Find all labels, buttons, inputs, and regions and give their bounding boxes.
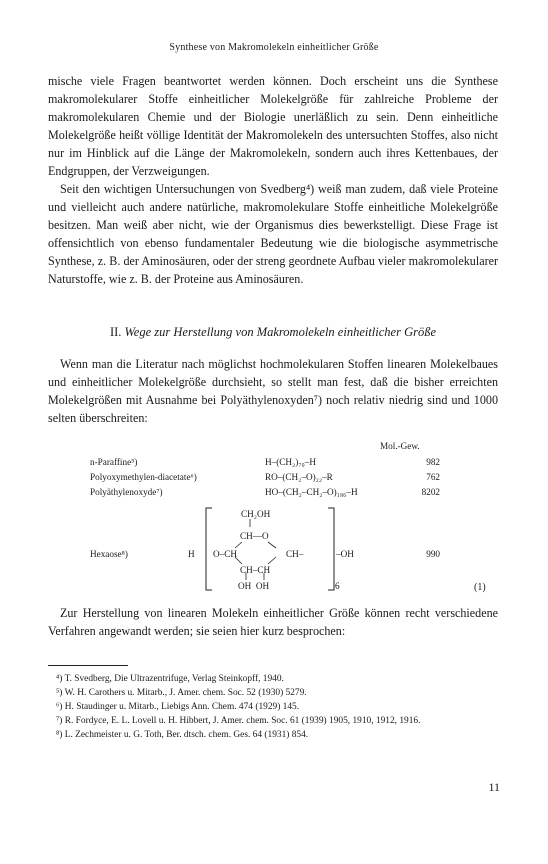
compound-mw: 8202 [421,487,440,497]
footnote-4: ⁴) T. Svedberg, Die Ultrazentrifuge, Verlag Steinkopff, 1940. [56,674,284,684]
section-title: Wege zur Herstellung von Makromolekeln einheitlicher Größe [124,325,437,339]
paragraph-3: Wenn man die Literatur nach möglichst hochmolekularen Stoffen linearen Molekelbaues und einheitlicher Molekelgröße durchsieht, so stellt man fest, daß die bisher erreichten Molekelgrößen mit Ausnahme bei Polyäthylenoxyden⁷) noch relativ niedrig sind und 1000 selten überschreiten: [48,357,498,425]
compound-mw: 982 [426,457,440,467]
section-number: II. [109,325,122,339]
footnote-7: ⁷) R. Fordyce, E. L. Lovell u. H. Hibbert, J. Amer. chem. Soc. 61 (1939) 1905, 1910, 1912, 1916. [56,716,421,726]
running-title: Synthese von Makromolekeln einheitlicher Größe [169,42,379,53]
compound-formula: H–(CH₂)₇₀–H [265,457,316,467]
compound-name: Polyoxymethylen-diacetate⁶) [90,472,197,482]
body-text-bottom [48,604,498,640]
hexaose-mw: 990 [426,549,440,559]
paragraph-4: Zur Herstellung von linearen Molekeln einheitlicher Größe können recht verschiedene Verfahren angewandt werden; sie seien hier kurz besprochen: [48,606,498,638]
compound-formula: RO–(CH₂–O)₂₂–R [265,472,333,482]
mol-weight-header: Mol.-Gew. [380,441,420,451]
equation-number: (1) [474,582,486,593]
footnote-6: ⁶) H. Staudinger u. Mitarb., Liebigs Ann. Chem. 474 (1929) 145. [56,702,300,712]
page-number: 11 [488,780,500,794]
body-text-mid [48,355,498,427]
footnote-5: ⁵) W. H. Carothers u. Mitarb., J. Amer. chem. Soc. 52 (1930) 5279. [56,688,307,698]
hexaose-h: H [188,549,195,559]
hexaose-name: Hexaose⁸) [90,549,128,559]
hexaose-structure [90,505,500,595]
table-row [90,487,500,499]
hexaose-o-ch: O–CH [213,549,237,559]
paragraph-1: mische viele Fragen beantwortet werden können. Doch erscheint uns die Synthese makromolekularer Stoffe einheitlicher Molekelgröße für zahlreiche Probleme der makromolekularen Chemie und der Biologie unerläßlich zu sein. Denn einheitliche Molekelgröße heißt völlige Identität der Makromolekeln des untersuchten Stoffes, also nicht nur im Hinblick auf die Länge der Makromolekeln, sondern auch ihres Kettenbaues, der Endgruppen, der Verzweigungen. [48,74,498,178]
compound-name: n-Paraffine⁵) [90,457,138,467]
body-text-top [48,72,498,288]
footnotes [48,672,498,742]
compound-name: Polyäthylenoxyde⁷) [90,487,163,497]
hexaose-ch-ch: CH–CH [240,565,271,575]
table-row [90,457,500,469]
hexaose-ch-o: CH—O [240,531,269,541]
footnote-rule [48,665,128,666]
hexaose-ch-right: CH– [286,549,304,559]
compound-mw: 762 [426,472,440,482]
hexaose-ch2oh: CH₂OH [241,509,271,519]
section-heading [48,325,498,340]
compound-formula: HO–(CH₂–CH₂–O)₁₈₆–H [265,487,358,497]
hexaose-oh-oh: OH OH [238,581,270,591]
footnote-8: ⁸) L. Zechmeister u. G. Toth, Ber. dtsch. chem. Ges. 64 (1931) 854. [56,730,309,740]
hexaose-oh-right: –OH [336,549,354,559]
paragraph-2: Seit den wichtigen Untersuchungen von Svedberg⁴) weiß man zudem, daß viele Proteine und vielleicht auch andere natürliche, makromolekulare Stoffe einheitliche Molekelgröße besitzen. Man weiß aber nicht, wie der Organismus dies bewerkstelligt. Diese Frage ist offensichtlich von ebenso fundamentaler Bedeutung wie die biologische asymmetrische Synthese, z. B. der Aminosäuren, oder der streng geordnete Aufbau vieler makromolekularer Naturstoffe, wie z. B. der Proteine aus Aminosäuren. [48,182,498,286]
hexaose-subscript: 6 [335,581,340,591]
table-row [90,472,500,484]
